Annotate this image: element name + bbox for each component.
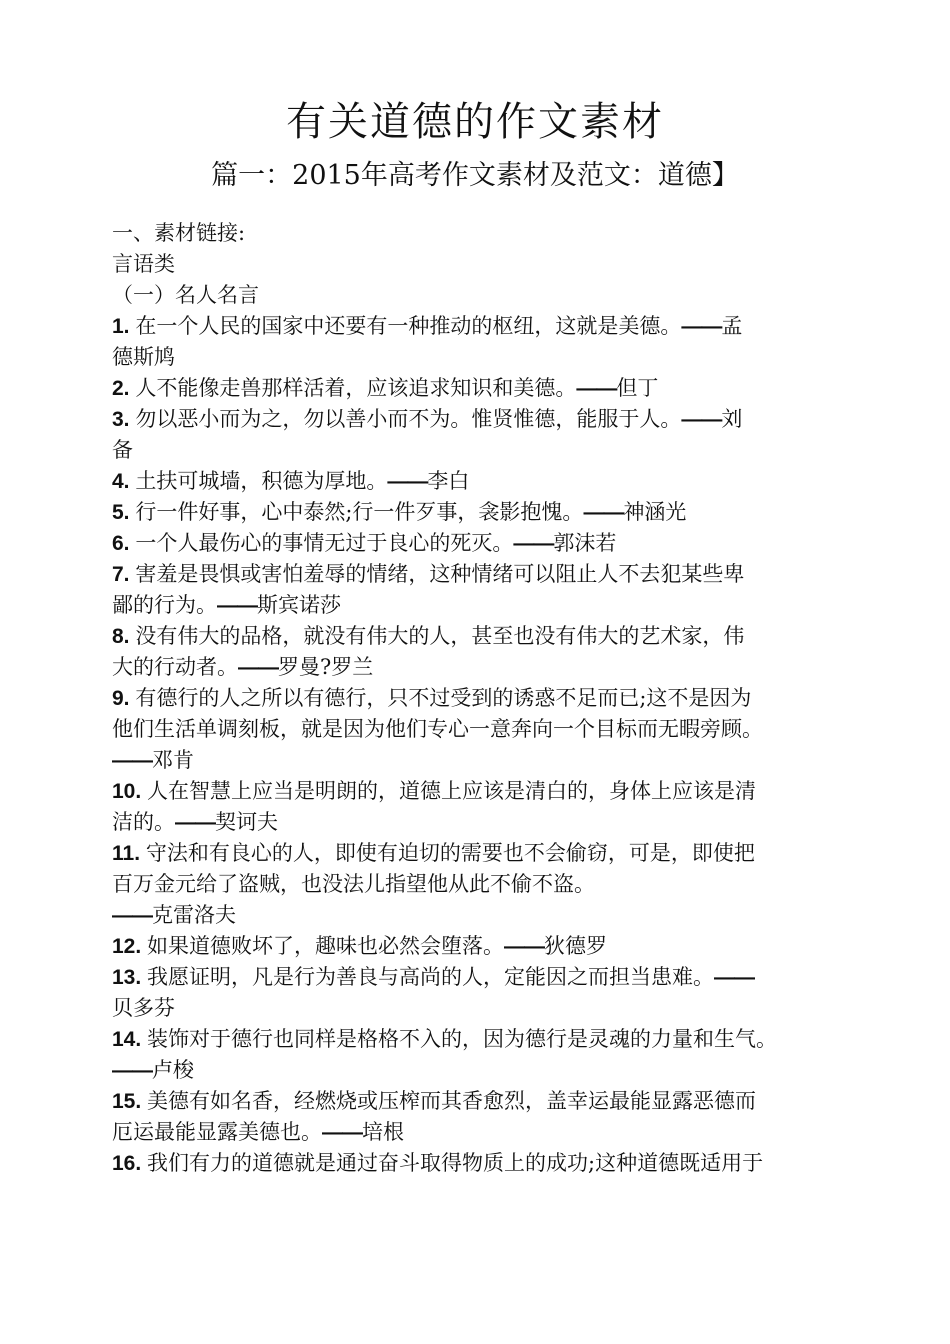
quote-line-continued: ——克雷洛夫 [112, 903, 236, 927]
section-heading: 一、素材链接: [112, 221, 246, 245]
quote-line-continued: 鄙的行为。——斯宾诺莎 [112, 593, 341, 617]
quote-item [112, 838, 840, 931]
quote-line-continued: ——卢梭 [112, 1058, 194, 1082]
subsection-heading: （一）名人名言 [112, 283, 259, 307]
quote-number: 5. [112, 501, 136, 524]
quote-item [112, 1086, 840, 1148]
quote-item [112, 373, 840, 404]
quote-number: 3. [112, 408, 136, 431]
quote-line-continued: 洁的。——契诃夫 [112, 810, 278, 834]
em-dash: —— [504, 935, 545, 958]
quote-list [112, 311, 840, 1179]
quote-number: 6. [112, 532, 136, 555]
em-dash: —— [322, 1121, 362, 1144]
quote-item [112, 404, 840, 466]
quote-item [112, 683, 840, 776]
quote-line-first: 16. 我们有力的道德就是通过奋斗取得物质上的成功;这种道德既适用于 [112, 1151, 764, 1175]
quote-item [112, 962, 840, 1024]
quote-number: 8. [112, 625, 136, 648]
quote-number: 12. [112, 935, 148, 958]
em-dash: —— [175, 811, 215, 834]
quote-line-first: 3. 勿以恶小而为之，勿以善小而不为。惟贤惟德，能服于人。——刘 [112, 407, 743, 431]
quote-number: 10. [112, 780, 148, 803]
document-body [112, 218, 840, 1179]
quote-item [112, 559, 840, 621]
em-dash: —— [238, 656, 278, 679]
em-dash: —— [387, 470, 428, 493]
quote-line-first: 12. 如果道德败坏了，趣味也必然会堕落。——狄德罗 [112, 934, 608, 958]
quote-line-first: 9. 有德行的人之所以有德行，只不过受到的诱惑不足而已;这不是因为 [112, 686, 752, 710]
quote-number: 2. [112, 377, 136, 400]
quote-number: 13. [112, 966, 148, 989]
em-dash: —— [513, 532, 554, 555]
quote-item [112, 497, 840, 528]
em-dash: —— [112, 1059, 152, 1082]
quote-line-first: 5. 行一件好事，心中泰然;行一件歹事，衾影抱愧。——神涵光 [112, 500, 687, 524]
quote-line-first: 6. 一个人最伤心的事情无过于良心的死灭。——郭沫若 [112, 531, 617, 555]
quote-item [112, 621, 840, 683]
quote-item [112, 1148, 840, 1179]
quote-line-first: 2. 人不能像走兽那样活着，应该追求知识和美德。——但丁 [112, 376, 659, 400]
quote-number: 11. [112, 842, 146, 865]
quote-line-continued: 备 [112, 438, 133, 462]
quote-line-first: 4. 土扶可城墙，积德为厚地。——李白 [112, 469, 470, 493]
quote-item [112, 528, 840, 559]
quote-line-first: 13. 我愿证明，凡是行为善良与高尚的人，定能因之而担当患难。—— [112, 965, 755, 989]
document-title: 有关道德的作文素材 [286, 99, 664, 145]
quote-line-first: 14. 装饰对于德行也同样是格格不入的，因为德行是灵魂的力量和生气。 [112, 1027, 778, 1051]
quote-line-continued: 百万金元给了盗贼，也没法儿指望他从此不偷不盗。 [112, 872, 595, 896]
document-subtitle: 篇一：2015年高考作文素材及范文：道德】 [211, 160, 739, 191]
quote-line-first: 7. 害羞是畏惧或害怕羞辱的情绪，这种情绪可以阻止人不去犯某些卑 [112, 562, 745, 586]
category-label: 言语类 [112, 252, 175, 276]
quote-item [112, 466, 840, 497]
quote-item [112, 931, 840, 962]
quote-number: 15. [112, 1090, 148, 1113]
em-dash: —— [576, 377, 617, 400]
em-dash: —— [217, 594, 257, 617]
quote-line-first: 1. 在一个人民的国家中还要有一种推动的枢纽，这就是美德。——孟 [112, 314, 743, 338]
quote-line-first: 8. 没有伟大的品格，就没有伟大的人，甚至也没有伟大的艺术家，伟 [112, 624, 745, 648]
quote-line-continued: 贝多芬 [112, 996, 175, 1020]
quote-line-first: 10. 人在智慧上应当是明朗的，道德上应该是清白的，身体上应该是清 [112, 779, 757, 803]
quote-line-continued: 厄运最能显露美德也。——培根 [112, 1120, 404, 1144]
quote-line-first: 11. 守法和有良心的人，即使有迫切的需要也不会偷窃，可是，即使把 [112, 841, 755, 865]
quote-item [112, 776, 840, 838]
quote-line-continued: 他们生活单调刻板，就是因为他们专心一意奔向一个目标而无暇旁顾。 [112, 717, 763, 741]
quote-line-continued: ——邓肯 [112, 748, 194, 772]
em-dash: —— [112, 904, 152, 927]
quote-line-continued: 德斯鸠 [112, 345, 175, 369]
em-dash: —— [681, 315, 722, 338]
em-dash: —— [112, 749, 152, 772]
quote-number: 16. [112, 1152, 148, 1175]
quote-number: 1. [112, 315, 136, 338]
quote-item [112, 311, 840, 373]
em-dash: —— [583, 501, 624, 524]
quote-line-first: 15. 美德有如名香，经燃烧或压榨而其香愈烈，盖幸运最能显露恶德而 [112, 1089, 757, 1113]
quote-number: 9. [112, 687, 136, 710]
quote-number: 7. [112, 563, 136, 586]
quote-number: 14. [112, 1028, 148, 1051]
em-dash: —— [681, 408, 722, 431]
quote-number: 4. [112, 470, 136, 493]
quote-item [112, 1024, 840, 1086]
em-dash: —— [714, 966, 755, 989]
quote-line-continued: 大的行动者。——罗曼?罗兰 [112, 655, 374, 679]
